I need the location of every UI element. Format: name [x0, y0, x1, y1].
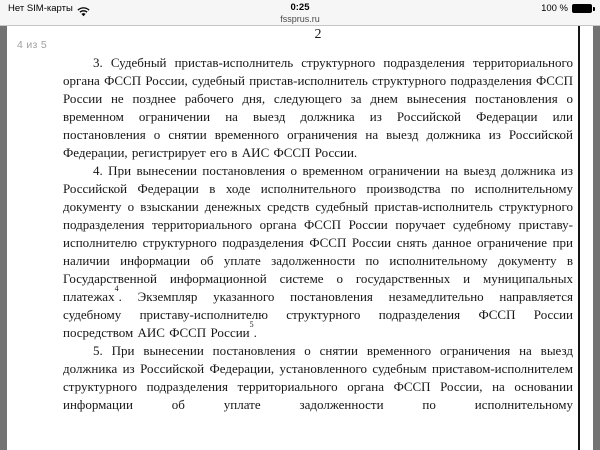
carrier-label: Нет SIM-карты: [8, 3, 73, 14]
clock: 0:25: [290, 2, 310, 13]
paragraph: 5. При вынесении постановления о снятии временного ограничения на выезд должника из Российской Федерации, установленного судебным приставом-исполнителем структурного подразделения территориального органа ФССП России, на основании информации об уплате задолженности по исполнительному: [63, 343, 573, 412]
status-right: [541, 3, 592, 14]
status-bar: [0, 0, 600, 26]
page-indicator: 4 из 5: [17, 39, 47, 51]
url-label[interactable]: fssprus.ru: [280, 14, 320, 24]
paragraph: 4. При вынесении постановления о временном ограничении на выезд должника из Российской Федерации в ходе исполнительного производства по исполнительному документу о взыскании денежных средств судебный пристав-исполнитель структурного подразделения территориального органа ФССП России поручает судебному приставу-исполнителю структурного подразделения ФССП России снять данное ограничение при наличии информации об уплате задолженности по исполнительному документу в Государственной информационной системе о государственных и муниципальных платежах$^4$. Экземпляр указанного постановления незамедлительно направляется судебному приставу-исполнителю структурного подразделения ФССП России посредством АИС ФССП России$^5$.: [63, 163, 573, 340]
footnote-marker: 4: [114, 284, 119, 294]
pdf-viewer-scroll-area[interactable]: [0, 26, 600, 450]
page-number: 2: [314, 27, 322, 42]
paragraph: 3. Судебный пристав-исполнитель структурного подразделения территориального органа ФССП России, судебный пристав-исполнитель структурного подразделения ФССП России не позднее рабочего дня, следующего за днем вынесения постановления о временном ограничении на выезд должника из Российской Федерации или постановления о снятии временного ограничения на выезд должника из Российской Федерации, регистрирует его в АИС ФССП России.: [63, 55, 573, 160]
footnote-marker: 5: [249, 320, 254, 330]
battery-icon: [572, 4, 592, 13]
document-text: [63, 54, 573, 450]
battery-percent: 100 %: [541, 3, 568, 14]
scan-edge-line: [578, 26, 580, 450]
document-page[interactable]: [7, 26, 593, 450]
